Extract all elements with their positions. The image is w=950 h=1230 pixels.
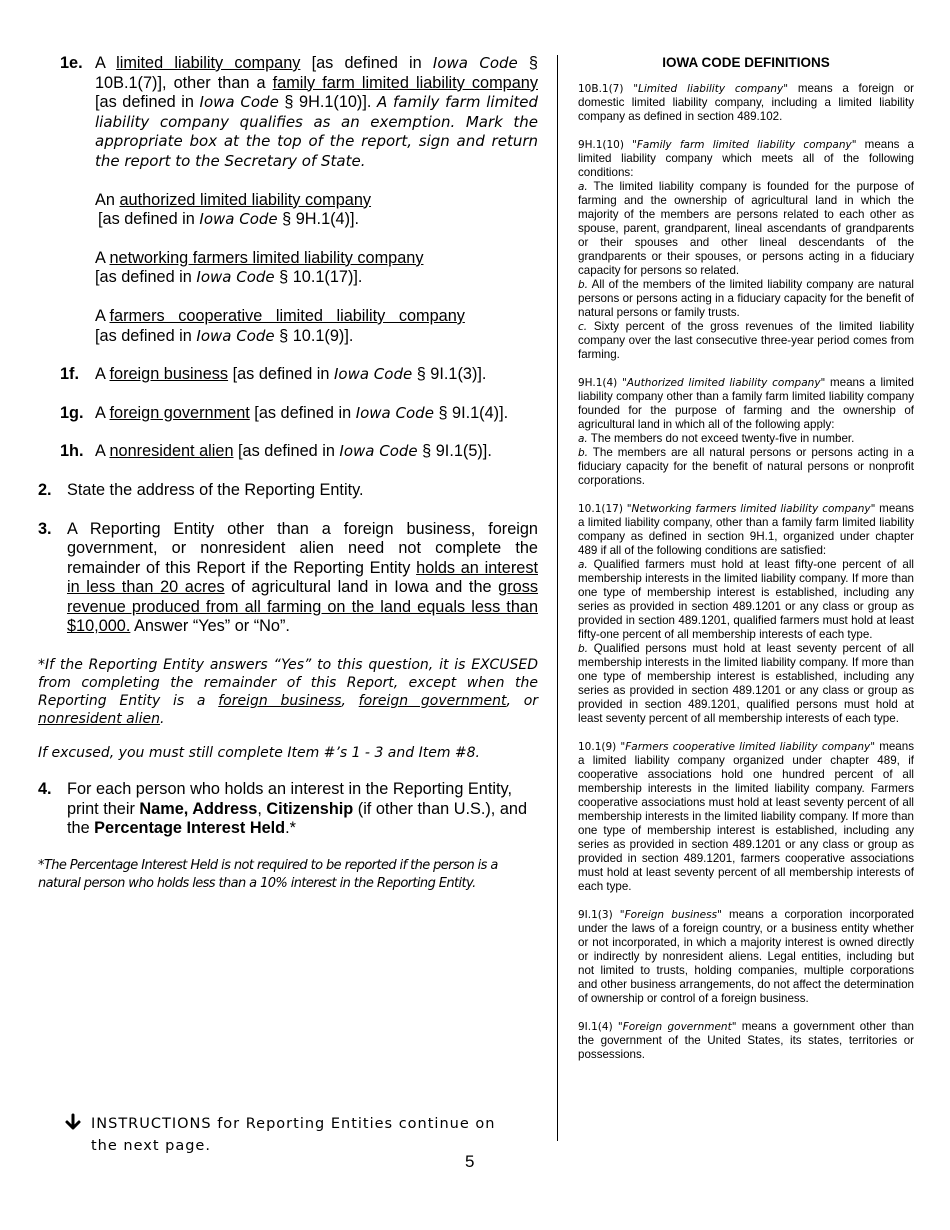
definition-farmers-coop-llc	[578, 740, 914, 894]
item-text: State the address of the Reporting Entity.	[67, 480, 364, 499]
term-family-farm-llc: family farm limited liability company	[272, 73, 538, 92]
text: A Reporting Entity other than a foreign business, foreign government, or nonresident alien need not complete the remainder of this Report if the Reporting Entity	[67, 519, 538, 577]
text: A	[95, 403, 110, 422]
column-divider	[557, 55, 558, 1141]
definitions-column	[578, 56, 914, 1076]
bold-text: Citizenship	[266, 799, 354, 818]
clause-letter: a.	[578, 559, 588, 571]
text: A	[95, 306, 110, 325]
term-foreign-business: foreign business	[109, 365, 229, 384]
text: [as defined in	[249, 403, 356, 422]
defined-term: "Foreign government"	[617, 1021, 737, 1033]
definition-foreign-business	[578, 908, 914, 1006]
defined-term: "Farmers cooperative limited liability company"	[620, 741, 876, 753]
item-2	[38, 481, 538, 501]
clause-letter: b.	[578, 447, 589, 459]
text: § 10.1(9)].	[274, 326, 354, 345]
definitions-title: IOWA CODE DEFINITIONS	[662, 55, 830, 70]
item-number: 1h.	[60, 442, 84, 461]
text: A	[95, 54, 117, 72]
citation: 10B.1(7)	[578, 83, 624, 95]
clause-text: Qualified persons must hold at least seventy percent of all membership interests in the limited liability company. If more than one type of membership interest is established, including any series as provided in section 489.1201 or any class or group as provided in section 489.1201, qualified persons must hold at least seventy percent of all membership interests of each type.	[578, 642, 914, 725]
defined-term: "Authorized limited liability company"	[621, 377, 826, 389]
text: [as defined in	[228, 365, 334, 384]
definition-llc	[578, 82, 914, 124]
networking-llc	[95, 249, 538, 288]
text: [as defined in	[95, 326, 197, 345]
clause-text: All of the members of the limited liability company are natural persons or persons acting in a fiduciary capacity for the benefit of natural persons or family trusts.	[578, 278, 914, 319]
code-ref: Iowa Code	[432, 54, 518, 72]
clause-letter: a.	[578, 181, 588, 193]
definition-networking-llc	[578, 502, 914, 726]
citation: 9H.1(10)	[578, 139, 624, 151]
clause-text: The members do not exceed twenty-five in number.	[587, 432, 855, 445]
definition-text: means a limited liability company organized under chapter 489, if cooperative associations hold one hundred percent of all membership interests in the limited liability company. Farmers cooperative associations must hold at least seventy percent of all membership interests in the limited liability company. If more than one type of membership interest is established, including any series as provided in section 489.1201 or any class or group as provided in section 489.1201, farmers cooperative associations must hold at least seventy percent of all membership interests of each type.	[578, 740, 914, 893]
item-number: 1f.	[60, 365, 80, 384]
item-1e	[38, 54, 538, 172]
item-number: 2.	[38, 480, 52, 499]
text: Answer “Yes” or “No”.	[130, 617, 290, 636]
acreage-threshold: holds an interest in less than 20 acres	[67, 558, 538, 597]
term-foreign-government: foreign government	[109, 403, 250, 422]
definition-text: means a corporation incorporated under the laws of a foreign country, or a business entity whether or not incorporated, in which a majority interest is owned directly or indirectly by nonresident aliens. Legal entities, including but not limited to trusts, holding companies, multiple corporations and other business arrangements, do not affect the determination of ownership or control of a foreign business.	[578, 908, 914, 1005]
code-ref: Iowa Code	[196, 326, 275, 345]
text: .	[160, 711, 165, 728]
definition-text: means a limited liability company other than a family farm limited liability company founded for the purpose of farming and the ownership of agricultural land in which all of the following apply:	[578, 376, 914, 431]
code-ref: Iowa Code	[199, 93, 279, 112]
definition-family-farm-llc	[578, 138, 914, 362]
text: [as defined in	[95, 268, 197, 287]
text: § 9H.1(4)].	[277, 210, 360, 229]
item-number: 4.	[38, 780, 52, 799]
defined-term: "Foreign business"	[619, 909, 722, 921]
clause-letter: c.	[578, 321, 588, 333]
definition-text: means a limited liability company, other than a family farm limited liability company as defined in section 9H.1, organized under chapter 489 if all of the following conditions are satisfied:	[578, 502, 914, 557]
term-nonresident-alien: nonresident alien	[38, 711, 161, 728]
text: A	[95, 365, 110, 384]
text: For each person who holds an interest in the Reporting Entity, print their	[67, 780, 512, 818]
page-number: 5	[465, 1152, 475, 1171]
item-1f	[38, 365, 538, 385]
percentage-note: *The Percentage Interest Held is not required to be reported if the person is a natural person who holds less than a 10% interest in the Reporting Entity.	[38, 857, 498, 891]
clause-text: The limited liability company is founded for the purpose of farming and the ownership of agricultural land in which the majority of the members are persons related to each other as spouse, parent, grandparent, lineal ascendants of grandparents or their spouses and other lineal descendants of the grandparents or their spouses, or persons acting in a fiduciary capacity for persons so related.	[578, 180, 914, 277]
down-arrow-icon	[64, 1113, 82, 1137]
clause-text: The members are all natural persons or persons acting in a fiduciary capacity for the benefit of natural persons or nonprofit corporations.	[578, 446, 914, 487]
defined-term: "Family farm limited liability company"	[632, 139, 857, 151]
clause-text: Sixty percent of the gross revenues of the limited liability company over the last consecutive three-year period comes from farming.	[578, 320, 914, 361]
citation: 10.1(17)	[578, 503, 623, 515]
item-number: 3.	[38, 519, 52, 538]
definition-authorized-llc	[578, 376, 914, 488]
item-1g	[38, 404, 538, 424]
defined-term: "Limited liability company"	[633, 83, 789, 95]
clause-letter: a.	[578, 433, 588, 445]
text: [as defined in	[300, 54, 433, 72]
continue-footer	[64, 1113, 504, 1157]
text: § 10B.1(7)], other than a	[95, 54, 538, 92]
text: An	[95, 190, 120, 209]
citation: 9I.1(3)	[578, 909, 613, 921]
term-authorized-llc: authorized limited liability company	[119, 190, 372, 209]
text: ,	[257, 799, 267, 818]
bold-text: Name, Address	[139, 799, 258, 818]
text: [as defined in	[233, 442, 340, 461]
text: A	[95, 442, 110, 461]
item-4	[38, 780, 538, 839]
exemption-note: A family farm limited liability company qualifies as an exemption. Mark the appropriate box at the top of the report, sign and return the report to the Secretary of State.	[95, 93, 538, 170]
clause-letter: b.	[578, 279, 589, 291]
item-1h	[38, 442, 538, 462]
clause-letter: b.	[578, 643, 589, 655]
definition-foreign-government	[578, 1020, 914, 1062]
term-foreign-government: foreign government	[358, 693, 507, 710]
term-llc: limited liability company	[116, 54, 301, 72]
text: , or	[506, 693, 539, 710]
text: § 9I.1(4)].	[433, 403, 509, 422]
text: A	[95, 248, 110, 267]
revenue-threshold: gross revenue produced from all farming on the land equals less than $10,000.	[67, 578, 538, 636]
text: [as defined in	[95, 93, 200, 112]
text: § 9I.1(5)].	[417, 442, 492, 461]
farmers-coop-llc	[95, 307, 538, 346]
text: .*	[285, 819, 296, 838]
defined-term: "Networking farmers limited liability company"	[626, 503, 876, 515]
definition-text: means a government other than the government of the United States, its states, territories or possessions.	[578, 1020, 914, 1061]
code-ref: Iowa Code	[199, 210, 278, 229]
citation: 9I.1(4)	[578, 1021, 613, 1033]
term-farmers-coop-llc: farmers cooperative limited liability company	[109, 306, 465, 325]
term-nonresident-alien: nonresident alien	[109, 442, 234, 461]
excused-items-note: If excused, you must still complete Item #’s 1 - 3 and Item #8.	[38, 745, 480, 762]
text: *If the Reporting Entity answers “Yes” to this question, it is EXCUSED from completing the remainder of this Report, except when the Reporting Entity is a	[38, 657, 538, 710]
code-ref: Iowa Code	[355, 403, 434, 422]
text: § 9H.1(10)].	[278, 93, 377, 112]
text: (if other than U.S.), and the	[67, 799, 528, 838]
item-number: 1e.	[60, 54, 83, 72]
citation: 10.1(9)	[578, 741, 617, 753]
text: of agricultural land in Iowa and the	[224, 578, 499, 597]
code-ref: Iowa Code	[339, 442, 418, 461]
citation: 9H.1(4)	[578, 377, 618, 389]
clause-text: Qualified farmers must hold at least fifty-one percent of all membership interests in the limited liability company. If more than one type of membership interest is established, including any series as provided in section 489.1201 or any class or group as provided in section 489.1201, qualified farmers must hold at least fifty-one percent of all membership interests of each type.	[578, 558, 914, 641]
bold-text: Percentage Interest Held	[94, 819, 286, 838]
definition-text: means a foreign or domestic limited liability company, including a limited liability company as defined in section 489.102.	[578, 82, 914, 123]
item-number: 1g.	[60, 403, 84, 422]
code-ref: Iowa Code	[333, 365, 413, 384]
code-ref: Iowa Code	[196, 268, 275, 287]
term-networking-llc: networking farmers limited liability company	[109, 248, 424, 267]
text: ,	[341, 693, 359, 710]
authorized-llc	[95, 191, 538, 230]
term-foreign-business: foreign business	[218, 693, 342, 710]
text: § 9I.1(3)].	[412, 365, 487, 384]
definition-text: means a limited liability company which meets all of the following conditions:	[578, 138, 914, 179]
excused-note	[38, 656, 538, 728]
item-3	[38, 520, 538, 638]
text: § 10.1(17)].	[274, 268, 363, 287]
left-column	[38, 54, 538, 893]
text: [as defined in	[98, 210, 200, 229]
continue-text: INSTRUCTIONS for Reporting Entities continue on the next page.	[91, 1116, 496, 1154]
